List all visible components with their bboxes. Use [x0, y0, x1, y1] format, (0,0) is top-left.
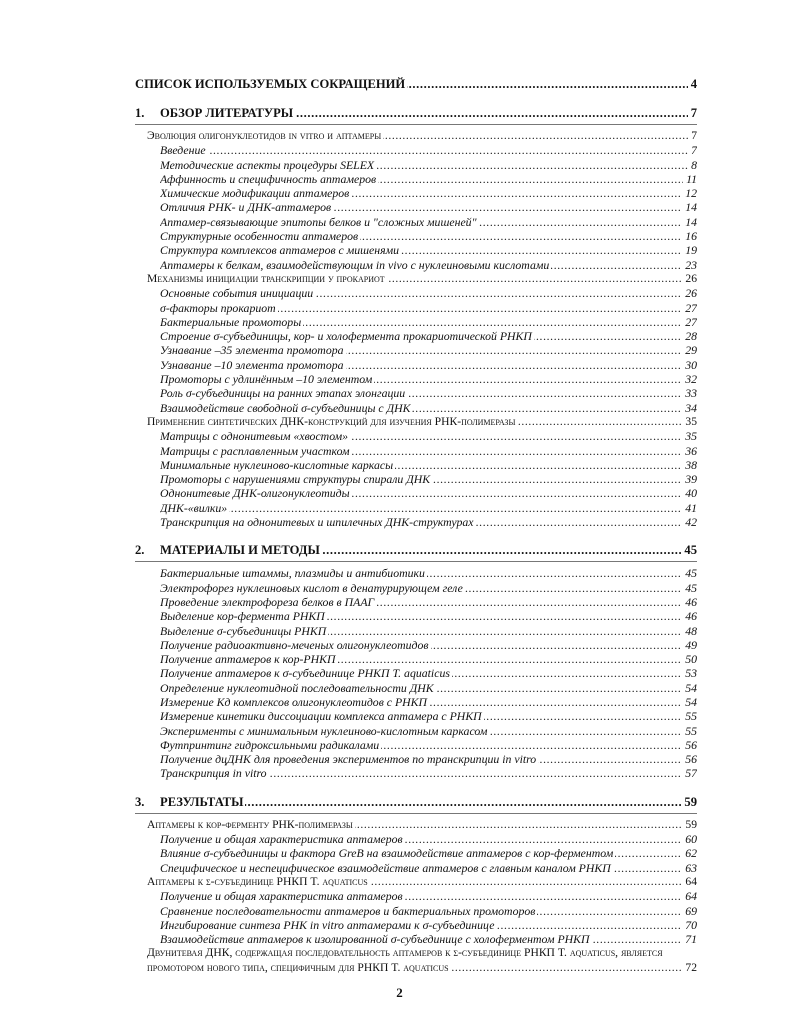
- toc-entry-page: 38: [682, 458, 697, 472]
- toc-entry-page: 39: [682, 472, 697, 486]
- toc-section[interactable]: [147, 818, 697, 832]
- toc-subsection[interactable]: [160, 444, 697, 458]
- toc-entry-title: Выделение σ-субъединицы РНКП: [160, 623, 327, 638]
- toc-entry-title: Аффинность и специфичность аптамеров: [160, 171, 377, 186]
- toc-entry-title: σ-факторы прокариот: [160, 300, 276, 315]
- toc-entry-title: Получение радиоактивно-меченых олигонуклеотидов: [160, 637, 429, 652]
- toc-subsection[interactable]: [160, 566, 697, 580]
- toc-entry-page: 27: [682, 315, 697, 329]
- toc-entry-title: Измерение кинетики диссоциации комплекса аптамера с РНКП: [160, 709, 482, 724]
- toc-subsection[interactable]: [160, 143, 697, 157]
- toc-entry-page: 62: [682, 846, 697, 860]
- toc-entry-title: Применение синтетических ДНК-конструкций для изучения РНК-полимеразы: [147, 414, 516, 428]
- toc-entry-title: Получение и общая характеристика аптамеров: [160, 889, 403, 904]
- toc-subsection[interactable]: [160, 609, 697, 623]
- chapter-divider: [135, 124, 697, 125]
- toc-subsection[interactable]: [160, 329, 697, 343]
- toc-subsection[interactable]: [160, 386, 697, 400]
- toc-entry-title: ДНК-«вилки»: [160, 500, 228, 515]
- toc-chapter-title: [135, 543, 322, 557]
- toc-entry-title: Промоторы с удлинённым –10 элементом: [160, 372, 373, 387]
- toc-subsection[interactable]: [160, 581, 697, 595]
- toc-entry-title: Роль σ-субъединицы на ранних этапах элонгации: [160, 386, 406, 401]
- chapter-number: 1.: [135, 106, 145, 120]
- toc-entry-page: 49: [682, 638, 697, 652]
- toc-subsection[interactable]: [160, 286, 697, 300]
- toc-subsection[interactable]: [160, 681, 697, 695]
- toc-section[interactable]: [147, 946, 697, 975]
- toc-entry-page: 54: [682, 695, 697, 709]
- toc-entry-title: Однонитевые ДНК-олигонуклеотиды: [160, 486, 350, 501]
- toc-subsection[interactable]: [160, 724, 697, 738]
- page-number: 2: [396, 985, 403, 1000]
- chapter-divider: [135, 561, 697, 562]
- toc-entry-title: Футпринтинг гидроксильными радикалами: [160, 737, 380, 752]
- toc-entry-page: 14: [682, 215, 697, 229]
- toc-entry-page: 36: [682, 444, 697, 458]
- toc-subsection[interactable]: [160, 315, 697, 329]
- toc-entry-page: 45: [682, 581, 697, 595]
- toc-entry-page: 33: [682, 386, 697, 400]
- toc-entry-page: 63: [682, 861, 697, 875]
- toc-entry-title: Промоторы с нарушениями структуры спирали ДНК: [160, 472, 431, 487]
- toc-entry-title: Аптамер-связывающие эпитопы белков и "сложных мишеней": [160, 214, 477, 229]
- toc-entry-title: Определение нуклеотидной последовательности ДНК: [160, 680, 434, 695]
- toc-entry-title: Методические аспекты процедуры SELEX: [160, 157, 375, 172]
- toc-entry-title: Сравнение последовательности аптамеров и бактериальных промоторов: [160, 903, 536, 918]
- toc-entry-page: 26: [682, 272, 697, 286]
- toc-entry-page: 42: [682, 515, 697, 529]
- toc-subsection[interactable]: [160, 709, 697, 723]
- toc-chapter-heading[interactable]: [135, 542, 697, 558]
- toc-entry-title: Ингибирование синтеза РНК in vitro аптамерами к σ-субъединице: [160, 917, 495, 932]
- toc-entry-title: Матрицы с однонитевым «хвостом»: [160, 429, 349, 444]
- toc-entry-page: 56: [682, 752, 697, 766]
- toc-entry-title: Получение аптамеров к кор-РНКП: [160, 652, 336, 667]
- toc-entry-title: СПИСОК ИСПОЛЬЗУЕМЫХ СОКРАЩЕНИЙ: [135, 77, 406, 91]
- toc-entry-title: Выделение кор-фермента РНКП: [160, 609, 325, 624]
- toc-subsection[interactable]: [160, 515, 697, 529]
- toc-subsection[interactable]: [160, 158, 697, 172]
- toc-subsection[interactable]: [160, 932, 697, 946]
- toc-subsection[interactable]: [160, 229, 697, 243]
- toc-subsection[interactable]: [160, 429, 697, 443]
- toc-entry-title: Транскрипция на однонитевых и шпилечных ДНК-структурах: [160, 515, 474, 530]
- toc-chapter-title: [135, 106, 295, 120]
- toc-entry-page: 55: [682, 724, 697, 738]
- toc-entry-title: Специфическое и неспецифическое взаимодействие аптамеров с главным каналом РНКП: [160, 860, 611, 875]
- toc-entry-page: 35: [682, 429, 697, 443]
- toc-entry-page: 57: [682, 766, 697, 780]
- toc-entry-page: 34: [682, 401, 697, 415]
- toc-subsection[interactable]: [160, 861, 697, 875]
- toc-entry-page: 45: [681, 542, 697, 558]
- toc-entry-title: Эксперименты с минимальным нуклеиново-кислотным каркасом: [160, 723, 488, 738]
- toc-subsection[interactable]: [160, 624, 697, 638]
- toc-section[interactable]: [147, 272, 697, 286]
- toc-entry-page: 7: [688, 143, 697, 157]
- toc-entry-page: 26: [682, 286, 697, 300]
- toc-entry-page: 11: [683, 172, 697, 186]
- toc-entry-page: 71: [682, 932, 697, 946]
- toc-entry-title: Введение: [160, 143, 206, 158]
- toc-entry-title: Основные события инициации: [160, 286, 314, 301]
- toc-entry-page: 64: [682, 889, 697, 903]
- toc-entry-title: Бактериальные штаммы, плазмиды и антибиотики: [160, 566, 425, 581]
- toc-entry-title: Матрицы с расплавленным участком: [160, 443, 350, 458]
- toc-entry-page: 46: [682, 609, 697, 623]
- toc-subsection[interactable]: [160, 904, 697, 918]
- toc-entry-title: Структура комплексов аптамеров с мишенями: [160, 243, 400, 258]
- toc-entry-page: 69: [682, 904, 697, 918]
- toc-subsection[interactable]: [160, 372, 697, 386]
- toc-subsection[interactable]: [160, 666, 697, 680]
- toc-subsection[interactable]: [160, 846, 697, 860]
- toc-entry-title: Отличия РНК- и ДНК-аптамеров: [160, 200, 332, 215]
- toc-subsection[interactable]: [160, 486, 697, 500]
- toc-section[interactable]: [147, 875, 697, 889]
- toc-entry-title: Структурные особенности аптамеров: [160, 229, 359, 244]
- toc-subsection[interactable]: [160, 458, 697, 472]
- toc-entry-title: Измерение Кд комплексов олигонуклеотидов с РНКП: [160, 694, 428, 709]
- toc-entry-page: 14: [682, 200, 697, 214]
- toc-entry-page: 64: [682, 875, 697, 889]
- toc-entry-page: 12: [682, 186, 697, 200]
- toc-entry-title: Транскрипция in vitro: [160, 766, 267, 781]
- toc-entry-page: 32: [682, 372, 697, 386]
- toc-subsection[interactable]: [160, 358, 697, 372]
- toc-subsection[interactable]: [160, 918, 697, 932]
- toc-subsection[interactable]: [160, 501, 697, 515]
- toc-entry-title: Узнавание –35 элемента промотора: [160, 343, 344, 358]
- chapter-title: МАТЕРИАЛЫ И МЕТОДЫ: [160, 543, 320, 558]
- toc-subsection[interactable]: [160, 738, 697, 752]
- toc-entry-title: Эволюция олигонуклеотидов in vitro и аптамеры: [147, 129, 382, 142]
- chapter-number: 3.: [135, 794, 145, 809]
- toc-entry-title: Аптамеры к белкам, взаимодействующим in vivo с нуклеиновыми кислотами: [160, 257, 550, 272]
- toc-entry-title: Бактериальные промоторы: [160, 314, 302, 329]
- toc-entry-page: 40: [682, 486, 697, 500]
- toc-entry-title: Аптамеры к кор-ферменту РНК-полимеразы: [147, 817, 353, 831]
- table-of-contents: [135, 76, 697, 975]
- toc-entry-page: 56: [682, 738, 697, 752]
- toc-entry-page: 41: [682, 501, 697, 515]
- toc-entry-page: 72: [682, 961, 697, 975]
- toc-entry-abbreviations[interactable]: [135, 76, 697, 92]
- toc-entry-page: 8: [688, 158, 697, 172]
- toc-entry-title: Механизмы инициации транскрипции у прокариот: [147, 271, 385, 285]
- toc-subsection[interactable]: [160, 832, 697, 846]
- toc-entry-page: 48: [682, 624, 697, 638]
- toc-entry-page: 4: [688, 76, 697, 92]
- toc-entry-title: Получение аптамеров к σ-субъединице РНКП T. aquaticus: [160, 666, 450, 681]
- toc-entry-page: 28: [682, 329, 697, 343]
- toc-entry-page: 35: [682, 415, 697, 429]
- toc-entry-title: Получение и общая характеристика аптамеров: [160, 832, 403, 847]
- toc-entry-page: 45: [682, 566, 697, 580]
- toc-entry-page: 7: [688, 105, 697, 121]
- toc-section[interactable]: [147, 415, 697, 429]
- toc-subsection[interactable]: [160, 889, 697, 903]
- chapters: [135, 105, 697, 975]
- toc-entry-title: Взаимодействие аптамеров к изолированной σ-субъединице с холоферментом РНКП: [160, 932, 590, 947]
- toc-entry-title: Строение σ-субъединицы, кор- и холофермента прокариотической РНКП: [160, 329, 532, 344]
- toc-subsection[interactable]: [160, 766, 697, 780]
- toc-entry-title: Влияние σ-субъединицы и фактора GreB на взаимодействие аптамеров с кор-ферментом: [160, 846, 614, 861]
- toc-entry-title: Электрофорез нуклеиновых кислот в денатурирующем геле: [160, 580, 463, 595]
- toc-entry-page: 59: [682, 818, 697, 832]
- toc-entry-title: Аптамеры к σ-субъединице РНКП T. aquaticus: [147, 874, 368, 888]
- toc-subsection[interactable]: [160, 243, 697, 257]
- chapter-title: ОБЗОР ЛИТЕРАТУРЫ: [160, 106, 294, 120]
- toc-subsection[interactable]: [160, 172, 697, 186]
- toc-entry-title: Минимальные нуклеиново-кислотные каркасы: [160, 457, 394, 472]
- toc-subsection[interactable]: [160, 652, 697, 666]
- toc-subsection[interactable]: [160, 752, 697, 766]
- toc-subsection[interactable]: [160, 215, 697, 229]
- toc-entry-title: Узнавание –10 элемента промотора: [160, 357, 344, 372]
- toc-entry-title: Двунитевая ДНК, содержащая последовательность аптамеров к σ-субъединице РНКП T. aquaticus, является промотором нового типа, специфичным для РНКП T. aquaticus: [147, 946, 663, 974]
- toc-entry-page: 54: [682, 681, 697, 695]
- toc-entry-page: 23: [682, 258, 697, 272]
- chapter-number: 2.: [135, 543, 145, 558]
- chapter-divider: [135, 813, 697, 814]
- toc-chapter-title: [135, 795, 245, 809]
- toc-subsection[interactable]: [160, 186, 697, 200]
- toc-subsection[interactable]: [160, 595, 697, 609]
- toc-entry-page: 27: [682, 301, 697, 315]
- toc-subsection[interactable]: [160, 638, 697, 652]
- toc-entry-title: Получение дцДНК для проведения экспериментов по транскрипции in vitro: [160, 752, 537, 767]
- toc-subsection[interactable]: [160, 258, 697, 272]
- toc-entry-page: 70: [682, 918, 697, 932]
- toc-entry-page: 53: [682, 666, 697, 680]
- toc-entry-page: 19: [682, 243, 697, 257]
- chapter-title: РЕЗУЛЬТАТЫ: [160, 794, 244, 809]
- toc-entry-page: 55: [682, 709, 697, 723]
- toc-chapter-heading[interactable]: [135, 794, 697, 810]
- toc-section[interactable]: [147, 129, 697, 143]
- toc-entry-page: 60: [682, 832, 697, 846]
- toc-chapter-heading[interactable]: [135, 105, 697, 121]
- toc-subsection[interactable]: [160, 200, 697, 214]
- toc-entry-title: Проведение электрофореза белков в ПААГ: [160, 594, 375, 609]
- toc-entry-page: 29: [682, 343, 697, 357]
- toc-subsection[interactable]: [160, 472, 697, 486]
- toc-subsection[interactable]: [160, 301, 697, 315]
- toc-entry-title: Взаимодействие свободной σ-субъединицы с ДНК: [160, 400, 411, 415]
- toc-subsection[interactable]: [160, 695, 697, 709]
- toc-entry-page: 16: [682, 229, 697, 243]
- toc-subsection[interactable]: [160, 343, 697, 357]
- toc-entry-page: 7: [688, 129, 697, 143]
- toc-entry-title: Химические модификации аптамеров: [160, 186, 350, 201]
- toc-entry-page: 50: [682, 652, 697, 666]
- toc-entry-page: 46: [682, 595, 697, 609]
- toc-entry-page: 59: [681, 794, 697, 810]
- toc-subsection[interactable]: [160, 401, 697, 415]
- toc-entry-page: 30: [682, 358, 697, 372]
